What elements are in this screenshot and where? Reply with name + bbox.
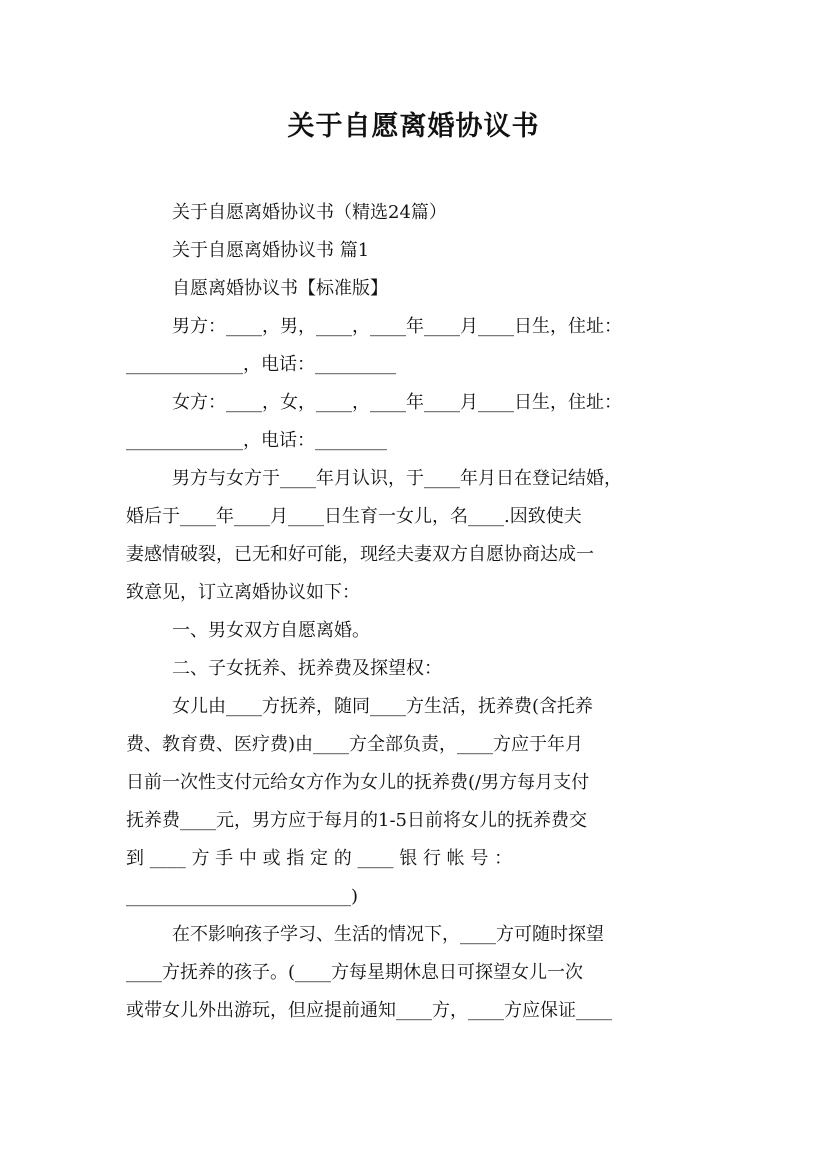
paragraph-line: 女方：____，女，____，____年____月____日生，住址：: [172, 392, 622, 413]
paragraph-line: 到 ____ 方 手 中 或 指 定 的 ____ 银 行 帐 号 ：: [126, 848, 513, 869]
paragraph-line: _____________，电话：________: [126, 430, 387, 451]
paragraph-line: 男方与女方于____年月认识，于____年月日在登记结婚，: [172, 468, 622, 489]
document-body: [126, 194, 702, 1030]
paragraph-line: 在不影响孩子学习、生活的情况下，____方可随时探望: [172, 924, 604, 945]
paragraph-line: 二、子女抚养、抚养费及探望权：: [172, 658, 442, 679]
paragraph-line: 关于自愿离婚协议书 篇1: [172, 240, 370, 261]
paragraph-line: 致意见，订立离婚协议如下：: [126, 582, 360, 603]
paragraph-line: _________________________): [126, 886, 359, 907]
paragraph-line: _____________，电话：_________: [126, 354, 396, 375]
paragraph-line: 或带女儿外出游玩，但应提前通知____方，____方应保证____: [126, 1000, 612, 1021]
paragraph-line: 抚养费____元，男方应于每月的1-5日前将女儿的抚养费交: [126, 810, 587, 831]
paragraph-line: ____方抚养的孩子。(____方每星期休息日可探望女儿一次: [126, 962, 584, 983]
paragraph-line: 妻感情破裂，已无和好可能，现经夫妻双方自愿协商达成一: [126, 544, 594, 565]
paragraph-line: 费、教育费、医疗费)由____方全部负责，____方应于年月: [126, 734, 584, 755]
paragraph-line: 女儿由____方抚养，随同____方生活，抚养费(含托养: [172, 696, 594, 717]
paragraph-line: 男方：____，男，____，____年____月____日生，住址：: [172, 316, 622, 337]
paragraph-line: 一、男女双方自愿离婚。: [172, 620, 370, 641]
document-title: 关于自愿离婚协议书: [287, 111, 540, 142]
paragraph-line: 日前一次性支付元给女方作为女儿的抚养费(/男方每月支付: [126, 772, 590, 793]
paragraph-line: 关于自愿离婚协议书（精选24篇）: [172, 202, 447, 223]
paragraph-line: 婚后于____年____月____日生育一女儿，名____.因致使夫: [126, 506, 582, 527]
paragraph-line: 自愿离婚协议书【标准版】: [172, 278, 388, 299]
